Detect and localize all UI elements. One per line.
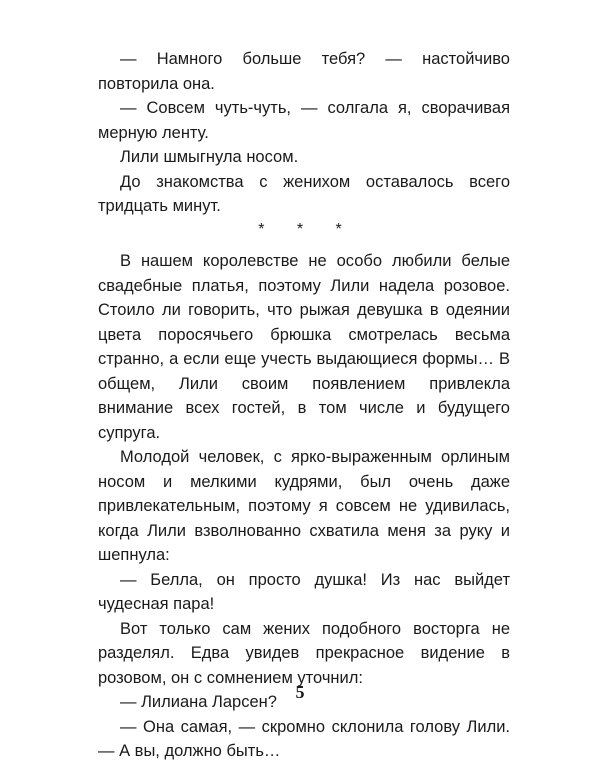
paragraph: — Намного больше тебя? — настойчиво повторила она.	[98, 50, 510, 93]
paragraph: Лили шмыгнула носом.	[120, 148, 299, 166]
paragraph: — Она самая, — скромно склонила голову Лили. — А вы, должно быть…	[98, 717, 510, 760]
paragraph: Молодой человек, с ярко-выраженным орлиным носом и мелкими кудрями, был очень даже привлекательным, поэтому я совсем не удивилась, когда Лили взволнованно схватила меня за руку и шепнула:	[98, 448, 510, 564]
paragraph: В нашем королевстве не особо любили белые свадебные платья, поэтому Лили надела розовое. Стоило ли говорить, что рыжая девушка в одеянии цвета поросячьего брюшка смотрелась весьма странно, а если еще учесть выдающиеся формы… В общем, Лили своим появлением привлекла внимание всех гостей, в том числе и будущего супруга.	[98, 252, 510, 442]
paragraph: — Лилиана Ларсен?	[120, 693, 277, 711]
paragraph: — Совсем чуть-чуть, — солгала я, сворачивая мерную ленту.	[98, 99, 510, 142]
paragraph: — Белла, он просто душка! Из нас выйдет чудесная пара!	[98, 570, 510, 613]
page-number: 5	[295, 682, 305, 702]
section-separator: * * *	[258, 221, 356, 238]
paragraph: Вот только сам жених подобного восторга не разделял. Едва увидев прекрасное видение в розовом, он с сомнением уточнил:	[98, 619, 510, 687]
paragraph: До знакомства с женихом оставалось всего тридцать минут.	[98, 172, 510, 215]
text-block-top	[98, 47, 510, 219]
